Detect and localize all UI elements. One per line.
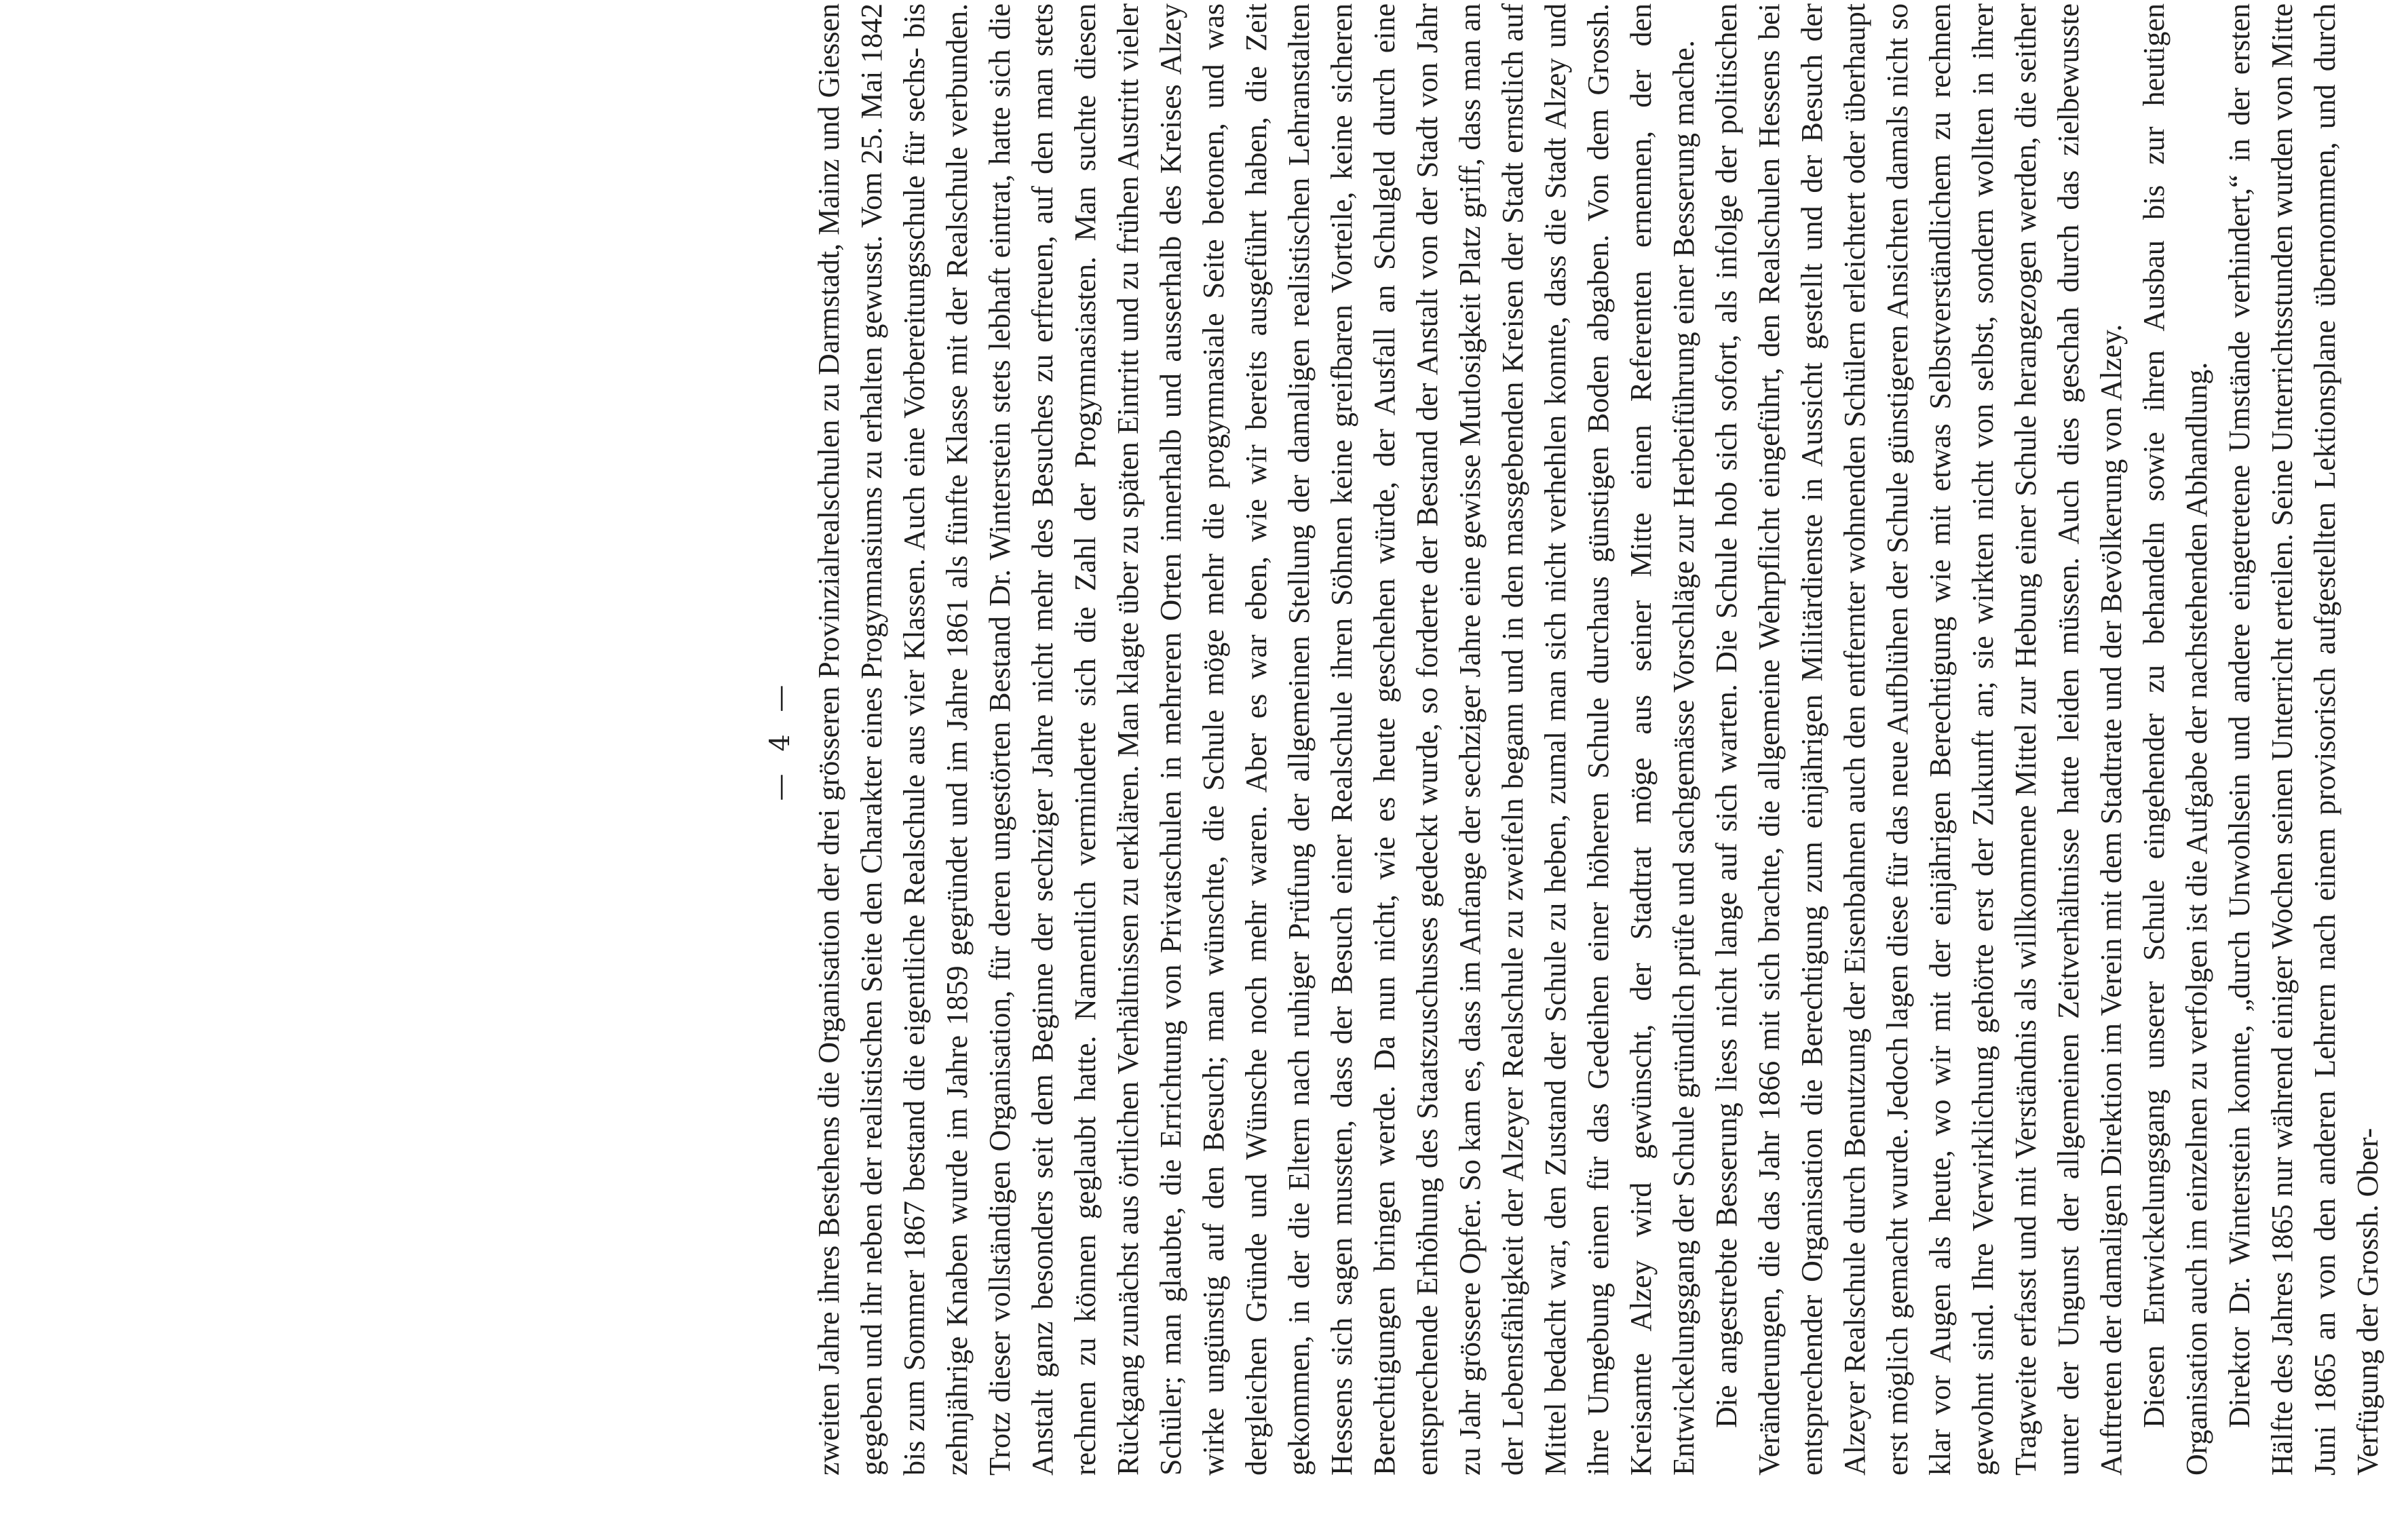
body-text [807,3,2389,1476]
paragraph-3: Diesen Entwickelungsgang unserer Schule eingehender zu behandeln sowie ihren Ausbau bis zur heutigen Organisation auch im einzelnen zu verfolgen ist die Aufgabe der nachstehenden Abhandlung. [2137,3,2213,1476]
paragraph-4: Direktor Dr. Winterstein konnte, „durch Unwohlsein und andere eingetretene Umstände verhindert,“ in der ersten Hälfte des Jahres 1865 nur während einiger Wochen seinen Unterricht erteilen. Seine Unterrichtsstunden wurden von Mitte Juni 1865 an von den anderen Lehrern nach einem provisorisch aufgestellten Lektionsplane übernommen, und durch Verfügung der Grossh. Ober- [2223,3,2384,1476]
document-page [0,3,2384,1476]
page-number: — 4 — [765,678,796,801]
paragraph-2: Die angestrebte Besserung liess nicht lange auf sich warten. Die Schule hob sich sofort, als infolge der politischen Veränderungen, die das Jahr 1866 mit sich brachte, die allgemeine Wehrpflicht eingeführt, den Realschulen Hessens bei entsprechender Organisation die Berechtigung zum einjährigen Militärdienste in Aussicht gestellt und der Besuch der Alzeyer Realschule durch Benutzung der Eisenbahnen auch den entfernter wohnenden Schülern erleichtert oder überhaupt erst möglich gemacht wurde. Jedoch lagen diese für das neue Aufblühen der Schule günstigeren Ansichten damals nicht so klar vor Augen als heute, wo wir mit der einjährigen Berechtigung wie mit etwas Selbstverständlichem zu rechnen gewohnt sind. Ihre Verwirklichung gehörte erst der Zukunft an; sie wirkten nicht von selbst, sondern wollten in ihrer Tragweite erfasst und mit Verständnis als willkommene Mittel zur Hebung einer Schule herangezogen werden, die seither unter der Ungunst der allgemeinen Zeitverhältnisse hatte leiden müssen. Auch dies geschah durch das zielbewusste Auftreten der damaligen Direktion im Verein mit dem Stadtrate und der Bevölkerung von Alzey. [1710,3,2128,1476]
paragraph-1: zweiten Jahre ihres Bestehens die Organisation der drei grösseren Provinzialrealschulen zu Darmstadt, Mainz und Giessen gegeben und ihr neben der realistischen Seite den Charakter eines Progymnasiums zu erhalten gewusst. Vom 25. Mai 1842 bis zum Sommer 1867 bestand die eigentliche Realschule aus vier Klassen. Auch eine Vorbereitungsschule für sechs- bis zehnjährige Knaben wurde im Jahre 1859 gegründet und im Jahre 1861 als fünfte Klasse mit der Realschule verbunden. Trotz dieser vollständigen Organisation, für deren ungestörten Bestand Dr. Winterstein stets lebhaft eintrat, hatte sich die Anstalt ganz besonders seit dem Beginne der sechziger Jahre nicht mehr des Besuches zu erfreuen, auf den man stets rechnen zu können geglaubt hatte. Namentlich verminderte sich die Zahl der Progymnasiasten. Man suchte diesen Rückgang zunächst aus örtlichen Verhältnissen zu erklären. Man klagte über zu späten Eintritt und zu frühen Austritt vieler Schüler; man glaubte, die Errichtung von Privatschulen in mehreren Orten innerhalb und ausserhalb des Kreises Alzey wirke ungünstig auf den Besuch; man wünschte, die Schule möge mehr die progymnasiale Seite betonen, und was dergleichen Gründe und Wünsche noch mehr waren. Aber es war eben, wie wir bereits ausgeführt haben, die Zeit gekommen, in der die Eltern nach ruhiger Prüfung der allgemeinen Stellung der damaligen realistischen Lehranstalten Hessens sich sagen mussten, dass der Besuch einer Realschule ihren Söhnen keine greifbaren Vorteile, keine sicheren Berechtigungen bringen werde. Da nun nicht, wie es heute geschehen würde, der Ausfall an Schulgeld durch eine entsprechende Erhöhung des Staatszuschusses gedeckt wurde, so forderte der Bestand der Anstalt von der Stadt von Jahr zu Jahr grössere Opfer. So kam es, dass im Anfange der sechziger Jahre eine gewisse Mutlosigkeit Platz griff, dass man an der Lebensfähigkeit der Alzeyer Realschule zu zweifeln begann und in den massgebenden Kreisen der Stadt ernstlich auf Mittel bedacht war, den Zustand der Schule zu heben, zumal man sich nicht verhehlen konnte, dass die Stadt Alzey und ihre Umgebung einen für das Gedeihen einer höheren Schule durchaus günstigen Boden abgaben. Von dem Grossh. Kreisamte Alzey wird gewünscht, der Stadtrat möge aus seiner Mitte einen Referenten ernennen, der den Entwickelungsgang der Schule gründlich prüfe und sachgemässe Vorschläge zur Herbeiführung einer Besserung mache. [812,3,1700,1476]
